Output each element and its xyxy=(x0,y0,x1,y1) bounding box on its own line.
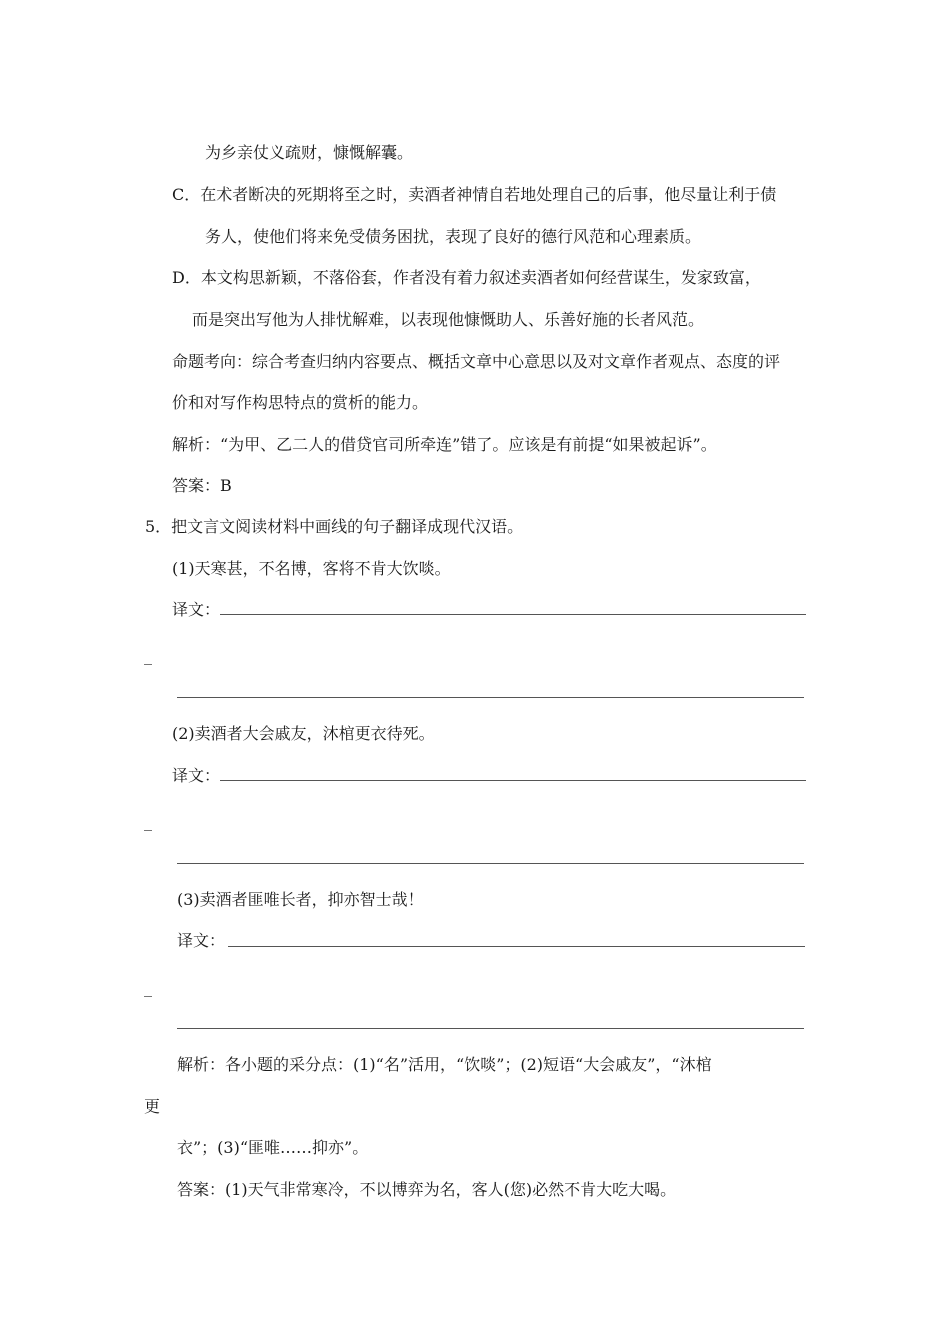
option-d-line-1: D．本文构思新颖，不落俗套，作者没有着力叙述卖酒者如何经营谋生，发家致富， xyxy=(172,268,761,287)
option-c-line-2: 务人，使他们将来免受债务困扰，表现了良好的德行风范和心理素质。 xyxy=(205,227,702,246)
dash-mark-3: _ xyxy=(144,978,152,997)
option-c-line-1: C．在术者断决的死期将至之时，卖酒者神情自若地处理自己的后事，他尽量让利于债 xyxy=(172,185,777,204)
option-d-line-2: 而是突出写他为人排忧解难，以表现他慷慨助人、乐善好施的长者风范。 xyxy=(192,310,705,329)
translation-blank-1b[interactable] xyxy=(177,697,804,698)
translation-blank-3b[interactable] xyxy=(177,1028,804,1029)
sentence-1: (1)天寒甚，不名博，客将不肯大饮啖。 xyxy=(172,559,451,578)
translation-label-2: 译文： xyxy=(172,766,221,785)
translation-blank-1a[interactable] xyxy=(220,614,806,615)
analysis-q5-line-2: 更 xyxy=(144,1097,161,1116)
question-intent-line-1: 命题考向：综合考查归纳内容要点、概括文章中心意思以及对文章作者观点、态度的评 xyxy=(172,352,781,371)
translation-blank-2a[interactable] xyxy=(220,780,806,781)
answer-q5: 答案：(1)天气非常寒冷，不以博弈为名，客人(您)必然不肯大吃大喝。 xyxy=(177,1180,677,1199)
answer-q4: 答案：B xyxy=(172,476,232,495)
translation-blank-3a[interactable] xyxy=(228,946,805,947)
question-intent-line-2: 价和对写作构思特点的赏析的能力。 xyxy=(172,393,429,412)
translation-label-3: 译文： xyxy=(177,931,226,950)
question-5-heading: 5．把文言文阅读材料中画线的句子翻译成现代汉语。 xyxy=(145,517,524,536)
analysis-q5-line-3: 衣”；(3)“匪唯……抑亦”。 xyxy=(177,1138,369,1157)
sentence-2: (2)卖酒者大会戚友，沐棺更衣待死。 xyxy=(172,724,435,743)
sentence-3: (3)卖酒者匪唯长者，抑亦智士哉！ xyxy=(177,890,424,909)
translation-label-1: 译文： xyxy=(172,600,221,619)
analysis-q5-line-1: 解析：各小题的采分点：(1)“名”活用，“饮啖”；(2)短语“大会戚友”，“沐棺 xyxy=(177,1055,712,1074)
option-b-continuation: 为乡亲仗义疏财，慷慨解囊。 xyxy=(205,143,414,162)
dash-mark-2: _ xyxy=(144,812,152,831)
dash-mark-1: _ xyxy=(144,646,152,665)
translation-blank-2b[interactable] xyxy=(177,863,804,864)
analysis-q4: 解析：“为甲、乙二人的借贷官司所牵连”错了。应该是有前提“如果被起诉”。 xyxy=(172,435,717,454)
